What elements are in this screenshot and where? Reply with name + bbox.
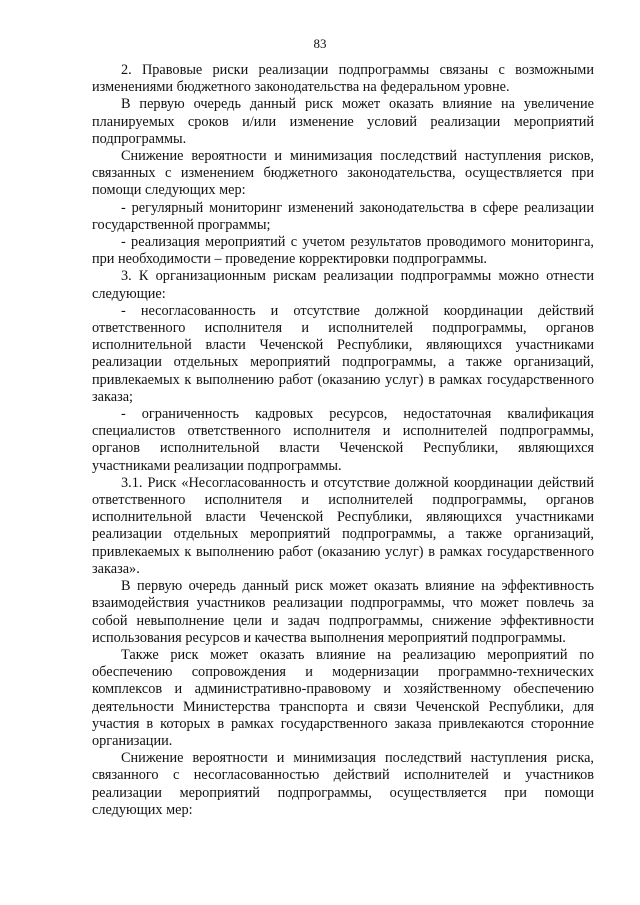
list-item-monitoring: - регулярный мониторинг изменений законодательства в сфере реализации государственной программы; <box>92 199 594 233</box>
paragraph-risk-3-1-additional: Также риск может оказать влияние на реализацию мероприятий по обеспечению сопровождения и модернизации программно-технических комплексов и административно-правовому и хозяйственному обеспечению деятельности Министерства транспорта и связи Чеченской Республики, для участия в которых в рамках государственного заказа привлекаются сторонние организации. <box>92 646 594 749</box>
paragraph-risk-3-1-impact: В первую очередь данный риск может оказать влияние на эффективность взаимодействия участников реализации подпрограммы, что может повлечь за собой невыполнение цели и задач подпрограммы, снижение эффективности использования ресурсов и качества выполнения мероприятий подпрограммы. <box>92 578 594 646</box>
paragraph-legal-risk-impact: В первую очередь данный риск может оказать влияние на увеличение планируемых сроков и/или изменение условий реализации мероприятий подпрограммы. <box>92 96 594 147</box>
list-item-staff-risk: - ограниченность кадровых ресурсов, недостаточная квалификация специалистов ответственного исполнителя и исполнителей подпрограммы, органов исполнительной власти Чеченской Республики, являющихся участниками реализации подпрограммы. <box>92 406 594 474</box>
page-number: 83 <box>313 36 327 51</box>
list-item-coordination-risk: - несогласованность и отсутствие должной координации действий ответственного исполнителя и исполнителей подпрограммы, органов исполнительной власти Чеченской Республики, являющихся участниками реализации отдельных мероприятий подпрограммы, а также организаций, привлекаемых к выполнению работ (оказанию услуг) в рамках государственного заказа; <box>92 302 594 405</box>
list-item-adjustment: - реализация мероприятий с учетом результатов проводимого мониторинга, при необходимости – проведение корректировки подпрограммы. <box>92 234 594 268</box>
paragraph-risk-3-1: 3.1. Риск «Несогласованность и отсутствие должной координации действий ответственного исполнителя и исполнителей подпрограммы, органов исполнительной власти Чеченской Республики, являющихся участниками реализации отдельных мероприятий подпрограммы, а также организаций, привлекаемых к выполнению работ (оказанию услуг) в рамках государственного заказа». <box>92 474 594 577</box>
paragraph-organizational-risks: 3. К организационным рискам реализации подпрограммы можно отнести следующие: <box>92 268 594 302</box>
paragraph-risk-3-1-mitigation: Снижение вероятности и минимизация последствий наступления риска, связанного с несогласованностью действий исполнителей и участников реализации мероприятий подпрограммы, осуществляется при помощи следующих мер: <box>92 750 594 818</box>
paragraph-legal-risks: 2. Правовые риски реализации подпрограммы связаны с возможными изменениями бюджетного законодательства на федеральном уровне. <box>92 62 594 96</box>
paragraph-legal-risk-mitigation: Снижение вероятности и минимизация последствий наступления рисков, связанных с изменением бюджетного законодательства, осуществляется при помощи следующих мер: <box>92 148 594 199</box>
document-body <box>92 62 594 819</box>
